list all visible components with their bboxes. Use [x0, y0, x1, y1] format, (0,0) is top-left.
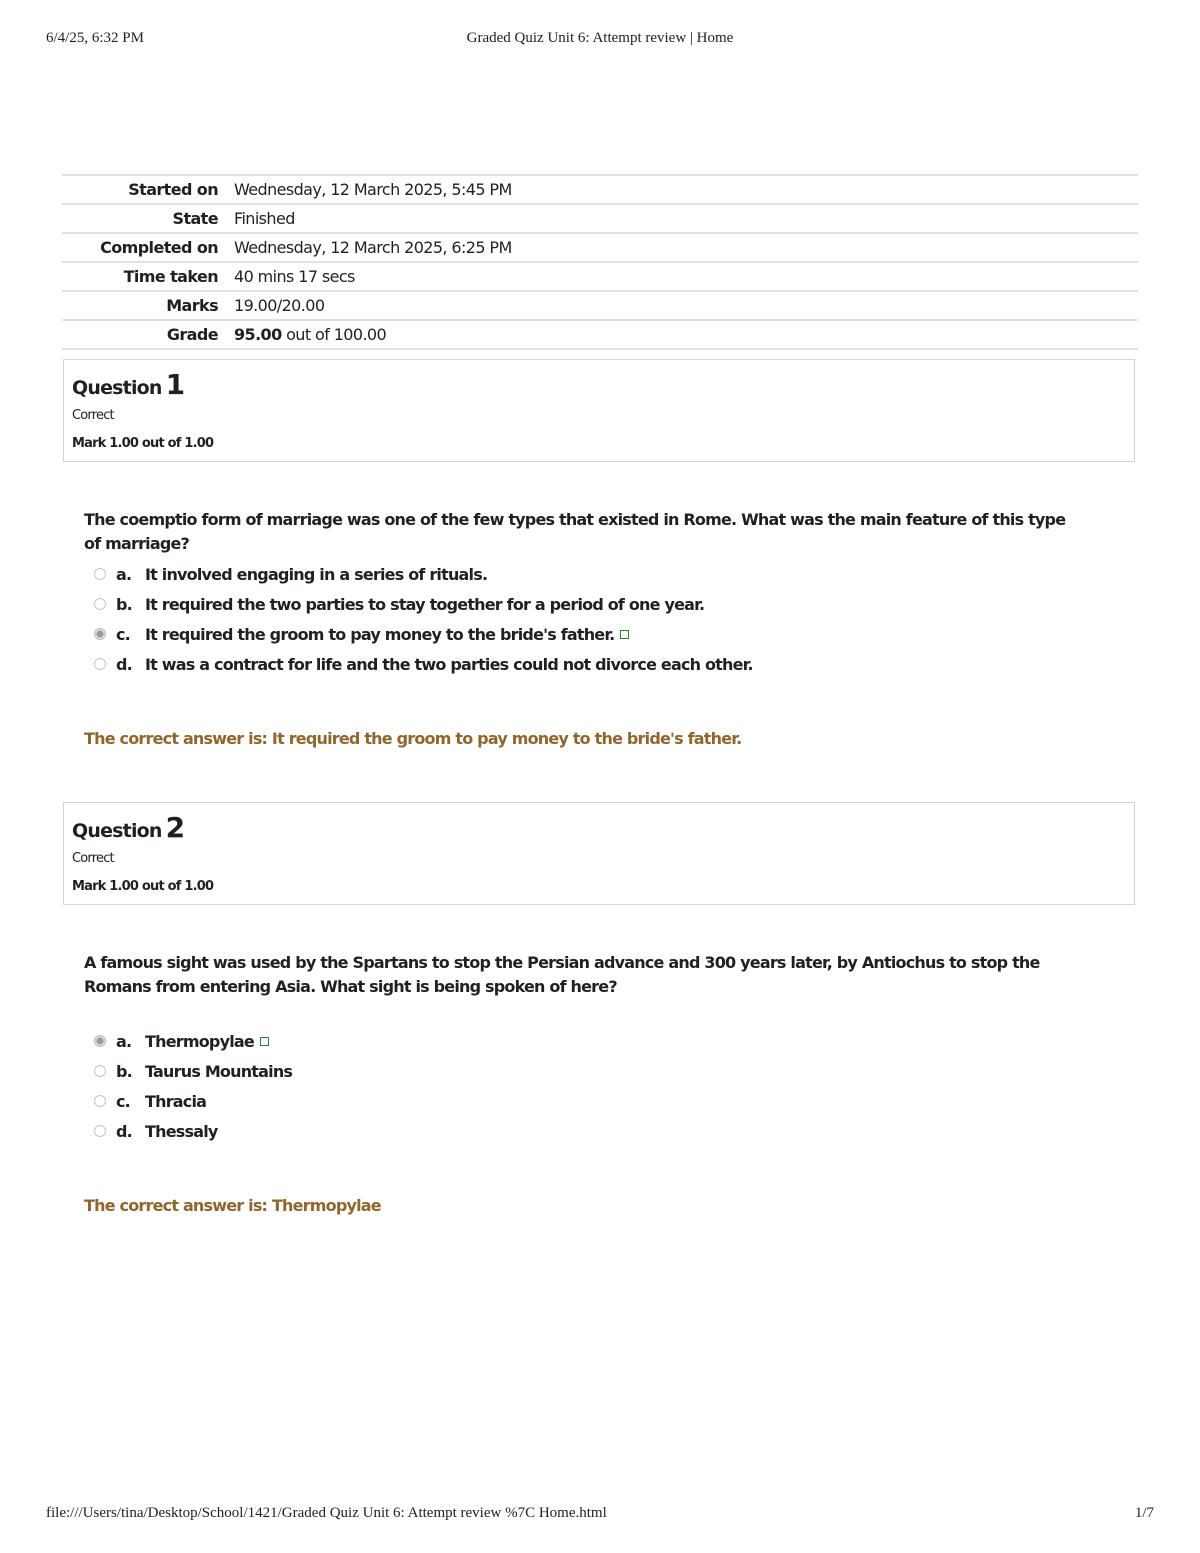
answer-option-b[interactable] — [94, 589, 753, 619]
answer-letter: c. — [116, 1091, 130, 1111]
answer-text: It was a contract for life and the two parties could not divorce each other. — [145, 654, 753, 674]
summary-row-marks — [62, 291, 1138, 320]
attempt-summary-table — [62, 174, 1138, 350]
summary-label: Grade — [166, 325, 218, 344]
question-1-answers — [94, 559, 753, 679]
answer-letter: d. — [116, 654, 132, 674]
answer-letter: d. — [116, 1121, 132, 1141]
answer-text: Taurus Mountains — [145, 1061, 293, 1081]
question-2-text: A famous sight was used by the Spartans to stop the Persian advance and 300 years later, by Antiochus to stop the Romans from entering Asia. What sight is being spoken of here? — [84, 953, 1040, 996]
question-grade: Mark 1.00 out of 1.00 — [72, 879, 214, 894]
answer-text: It required the groom to pay money to the bride's father. — [145, 624, 615, 644]
question-1-text: The coemptio form of marriage was one of the few types that existed in Rome. What was the main feature of this type of marriage? — [84, 510, 1066, 553]
radio-button[interactable] — [94, 1065, 106, 1077]
summary-label: Time taken — [123, 267, 218, 286]
answer-text: Thracia — [145, 1091, 207, 1111]
question-2-title — [72, 811, 184, 844]
question-2-info — [63, 802, 1135, 905]
question-word: Question — [72, 820, 162, 842]
question-word: Question — [72, 377, 162, 399]
radio-button-selected[interactable] — [94, 628, 106, 640]
answer-letter: b. — [116, 1061, 132, 1081]
answer-option-c[interactable] — [94, 619, 753, 649]
answer-option-a[interactable] — [94, 559, 753, 589]
print-page-number: 1/7 — [1134, 1505, 1154, 1521]
radio-button[interactable] — [94, 598, 106, 610]
radio-button[interactable] — [94, 1125, 106, 1137]
grade-total: out of 100.00 — [281, 325, 387, 344]
radio-button-selected[interactable] — [94, 1035, 106, 1047]
summary-label: Marks — [166, 296, 218, 315]
summary-label: Started on — [128, 180, 218, 199]
question-number: 2 — [165, 811, 185, 844]
summary-row-state — [62, 204, 1138, 233]
question-1-info — [63, 359, 1135, 462]
answer-letter: a. — [116, 564, 132, 584]
question-grade: Mark 1.00 out of 1.00 — [72, 436, 214, 451]
answer-text: Thermopylae — [145, 1031, 254, 1051]
answer-option-d[interactable] — [94, 1116, 292, 1146]
print-footer — [46, 1505, 1154, 1525]
question-1-title — [72, 368, 184, 401]
grade-score: 95.00 — [234, 325, 282, 344]
answer-text: Thessaly — [145, 1121, 218, 1141]
print-datetime: 6/4/25, 6:32 PM — [46, 30, 144, 46]
question-number: 1 — [165, 368, 185, 401]
radio-button[interactable] — [94, 1095, 106, 1107]
question-state: Correct — [72, 408, 114, 423]
summary-row-started — [62, 175, 1138, 204]
answer-letter: b. — [116, 594, 132, 614]
print-header — [46, 30, 1154, 50]
print-page-title: Graded Quiz Unit 6: Attempt review | Home — [466, 30, 734, 46]
summary-value — [234, 320, 1138, 349]
print-file-path: file:///Users/tina/Desktop/School/1421/Graded Quiz Unit 6: Attempt review %7C Home.html — [46, 1505, 607, 1521]
answer-option-b[interactable] — [94, 1056, 292, 1086]
summary-label: Completed on — [100, 238, 218, 257]
radio-button[interactable] — [94, 568, 106, 580]
answer-option-c[interactable] — [94, 1086, 292, 1116]
summary-label: State — [172, 209, 218, 228]
summary-row-grade — [62, 320, 1138, 349]
summary-row-time-taken — [62, 262, 1138, 291]
summary-row-completed — [62, 233, 1138, 262]
summary-value: Finished — [234, 209, 295, 228]
summary-value: Wednesday, 12 March 2025, 5:45 PM — [234, 180, 512, 199]
question-2-right-answer: The correct answer is: Thermopylae — [84, 1196, 381, 1215]
question-1-right-answer: The correct answer is: It required the groom to pay money to the bride's father. — [84, 729, 742, 748]
summary-value: 40 mins 17 secs — [234, 267, 355, 286]
answer-text: It required the two parties to stay together for a period of one year. — [145, 594, 705, 614]
answer-text: It involved engaging in a series of rituals. — [145, 564, 488, 584]
question-2-answers — [94, 1026, 292, 1146]
summary-value: Wednesday, 12 March 2025, 6:25 PM — [234, 238, 512, 257]
question-state: Correct — [72, 851, 114, 866]
summary-value: 19.00/20.00 — [234, 296, 325, 315]
answer-option-a[interactable] — [94, 1026, 292, 1056]
correct-check-icon — [260, 1037, 269, 1046]
answer-letter: a. — [116, 1031, 132, 1051]
radio-button[interactable] — [94, 658, 106, 670]
answer-letter: c. — [116, 624, 130, 644]
answer-option-d[interactable] — [94, 649, 753, 679]
correct-check-icon — [620, 630, 629, 639]
